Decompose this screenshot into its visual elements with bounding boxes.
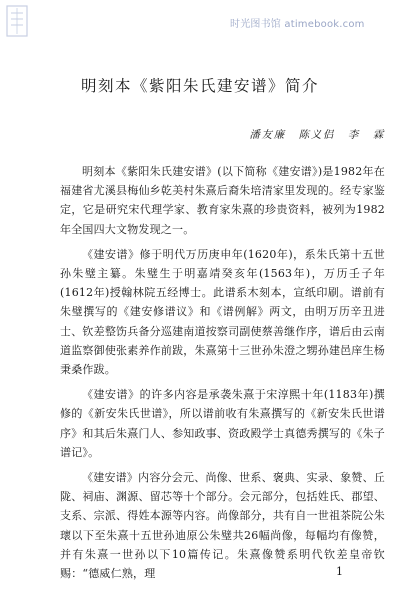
article-authors: 潘友廉 陈义侣 李 霖 xyxy=(249,129,385,141)
page-number: 1 xyxy=(336,565,343,578)
paragraph-4: 《建安谱》内容分会元、尚像、世系、褒典、实录、象赞、丘陇、祠庙、渊源、留芯等十个部分。会元部分，包括姓氏、郡望、支系、宗派、得姓本源等内容。尚像部分，共有自一世祖茶院公朱瓌以下至朱熹十五世孙迪原公朱璧共26幅尚像，每幅均有像赞，并有朱熹一世孙以下10篇传记。朱熹像赞系明代钦差皇帝钦赐：“德威仁熟，理 xyxy=(60,471,385,581)
article-title: 明刻本《紫阳朱氏建安谱》简介 xyxy=(80,77,319,95)
paragraph-3: 《建安谱》的许多内容是承袭朱熹于宋淳熙十年(1183年)撰修的《新安朱氏世谱》，所以谱前收有朱熹撰写的《新安朱氏世谱序》和其后朱熹门人、参知政事、资政殿学士真德秀撰写的《朱子谱记》。 xyxy=(60,388,385,459)
watermark xyxy=(0,4,400,48)
watermark-text: 时光图书馆 atimebook.com xyxy=(230,19,365,30)
article-body xyxy=(60,162,385,589)
paragraph-1: 明刻本《紫阳朱氏建安谱》(以下简称《建安谱》)是1982年在福建省尤溪县梅仙乡乾美村朱熹后裔朱培清家里发现的。经专家鉴定，它是研究宋代理学家、教育家朱熹的珍贵资料，被列为1982年全国四大文物发现之一。 xyxy=(60,165,385,236)
paragraph-2: 《建安谱》修于明代万历庚申年(1620年)，系朱氏第十五世孙朱璧主纂。朱璧生于明嘉靖癸亥年(1563年)，万历壬子年(1612年)授翰林院五经博士。此谱系木刻本，宣纸印刷。谱前有朱璧撰写的《建安修谱议》和《谱例解》两文，由明万历辛丑进士、钦差整饬兵备分巡建南道按察司副使蔡善继作序，谱后由云南道监察御使张素养作前跋，朱熹第十三世孙朱澄之甥孙建邑庠生杨秉桑作跋。 xyxy=(60,247,385,377)
book-seal-icon xyxy=(5,4,29,44)
